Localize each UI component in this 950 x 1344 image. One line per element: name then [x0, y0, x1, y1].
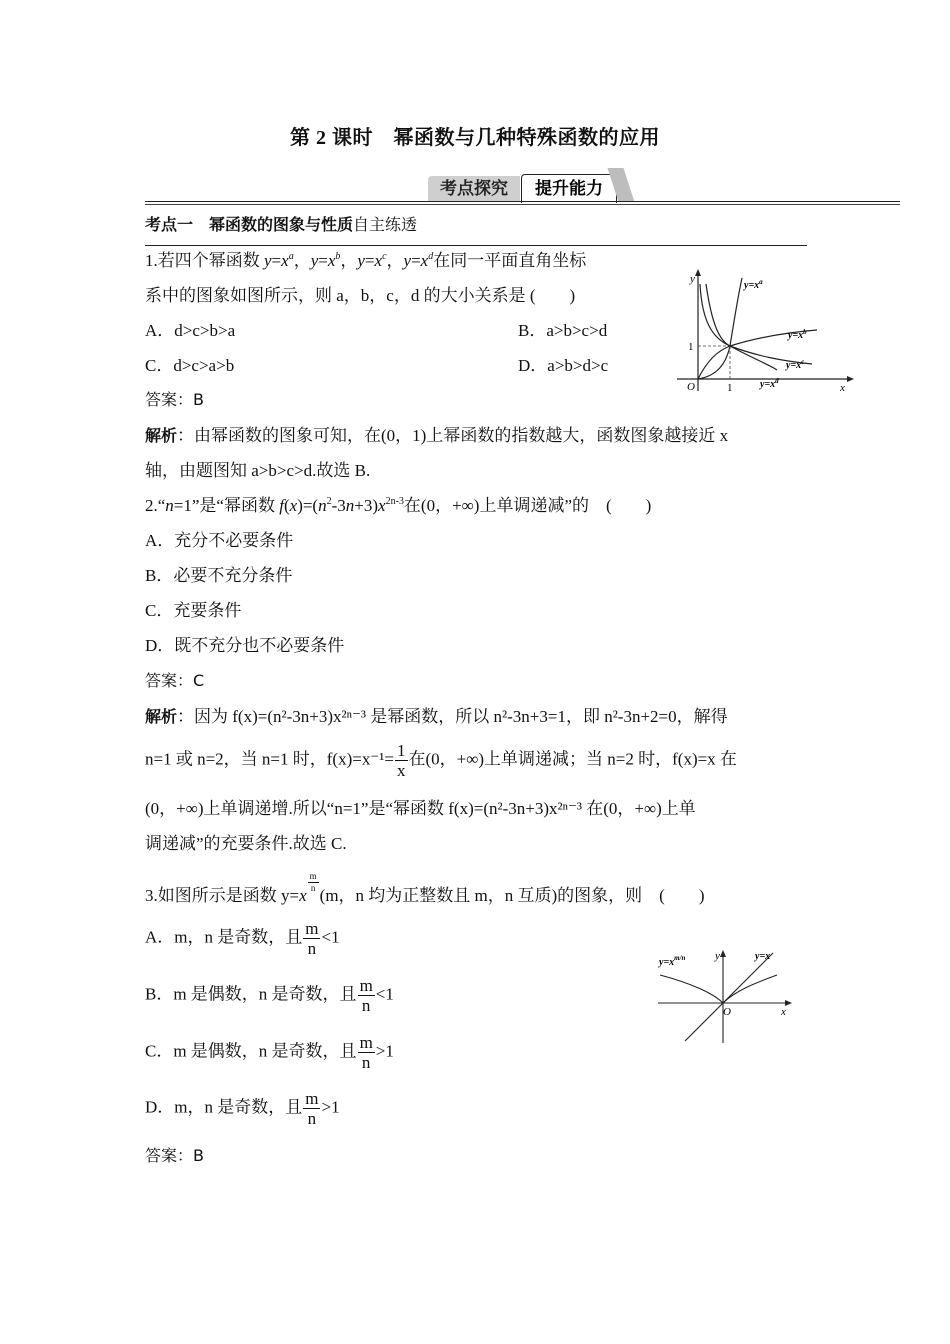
q1-option-c[interactable]: C．d>c>a>b — [145, 356, 235, 375]
banner-tab-explore: 考点探究 — [428, 176, 520, 202]
q3-option-a[interactable]: A．m，n 是奇数，且 $\frac{m}{n}$ <1 — [145, 919, 340, 958]
graph2-line-y-equals-x — [685, 953, 773, 1041]
q1-option-b[interactable]: B．a>b>c>d — [518, 321, 608, 340]
q1-stem-line1: 1.若四个幂函数 $y=x^a$，$y=x^b$，$y=x^c$，$y=x^d$在同一平面直角坐标 — [145, 251, 587, 270]
q2-answer: 答案：C — [145, 671, 205, 690]
graph1-origin: O — [687, 381, 695, 393]
q2-fraction: $\frac{1}{x}$ — [397, 741, 406, 780]
section-banner — [145, 168, 900, 208]
graph1-y-arrow — [695, 269, 701, 276]
section-sub: 自主练透 — [353, 215, 418, 234]
section-divider — [145, 245, 807, 246]
q2-explanation-line3: (0，+∞)上单调递增.所以“n=1”是“幂函数 f(x)=(n²-3n+3)x²ⁿ⁻³ 在(0，+∞)上单 — [145, 799, 696, 818]
q3-answer: 答案：B — [145, 1146, 204, 1165]
q2-option-b[interactable]: B．必要不充分条件 — [145, 566, 293, 585]
graph1-tick-y: 1 — [688, 341, 694, 353]
q2-option-a[interactable]: A．充分不必要条件 — [145, 531, 294, 550]
graph1-curve-c — [706, 284, 812, 364]
graph2-label-left: $y=x^{m/n}$ — [659, 954, 686, 968]
q1-explanation-line1: 解析：由幂函数的图象可知，在(0，1)上幂函数的指数越大，函数图象越接近 x — [145, 426, 729, 445]
q3-stem: 3.如图所示是函数 y=x $\frac{m}{n}$ (m，n 均为正整数且 m，n 互质)的图象，则 ( ) — [145, 871, 705, 905]
graph2-origin: O — [723, 1006, 731, 1018]
graph1-label-a: $y=x^a$ — [744, 278, 763, 291]
graph1-curve-a — [698, 278, 742, 379]
graph1-x-arrow — [847, 376, 854, 382]
q3-function-graph — [655, 945, 795, 1045]
q1-power-function-graph — [672, 266, 857, 398]
graph1-label-b: $y=x^b$ — [788, 328, 807, 341]
q1-option-a[interactable]: A．d>c>b>a — [145, 321, 236, 340]
section-label: 考点一 幂函数的图象与性质 — [145, 215, 354, 234]
page-title: 第 2 课时 幂函数与几种特殊函数的应用 — [290, 127, 660, 149]
graph2-curve — [660, 975, 777, 1003]
graph1-y-label: y — [690, 273, 695, 285]
q1-answer: 答案：B — [145, 390, 204, 409]
q3-option-d[interactable]: D．m，n 是奇数，且 $\frac{m}{n}$ >1 — [145, 1089, 340, 1128]
banner-tab-improve: 提升能力 — [521, 174, 617, 203]
graph2-x-label: x — [781, 1006, 786, 1018]
banner-rule — [145, 201, 900, 202]
q1-option-d[interactable]: D．a>b>d>c — [518, 356, 609, 375]
q2-explanation-line4: 调递减”的充要条件.故选 C. — [145, 834, 347, 853]
q2-explanation-line2: n=1 或 n=2，当 n=1 时，f(x)=x⁻¹= $\frac{1}{x}$ 在(0，+∞)上单调递减；当 n=2 时，f(x)=x 在 — [145, 741, 737, 780]
graph2-y-arrow — [720, 950, 726, 957]
q1-stem-line2: 系中的图象如图所示，则 a，b，c，d 的大小关系是 ( ) — [145, 286, 576, 305]
q2-option-d[interactable]: D．既不充分也不必要条件 — [145, 636, 345, 655]
graph2-label-right: y=x — [755, 951, 771, 962]
q2-explanation-line1: 解析：因为 f(x)=(n²-3n+3)x²ⁿ⁻³ 是幂函数，所以 n²-3n+3=1，即 n²-3n+2=0，解得 — [145, 707, 728, 726]
q2-stem: 2.“n=1”是“幂函数 $f(x)=(n^2-3n+3)x^{2n-3}$在(0，+∞)上单调递减”的 ( ) — [145, 496, 652, 515]
graph2-x-arrow — [785, 1000, 792, 1006]
q3-option-c[interactable]: C．m 是偶数，n 是奇数，且 $\frac{m}{n}$ >1 — [145, 1033, 394, 1072]
graph1-tick-x: 1 — [727, 382, 733, 394]
q3-option-b[interactable]: B．m 是偶数，n 是奇数，且 $\frac{m}{n}$ <1 — [145, 976, 394, 1015]
banner-rule-thin — [145, 204, 900, 205]
section-heading — [145, 217, 417, 233]
graph1-label-d: $y=x^d$ — [760, 377, 779, 390]
graph2-y-label: y — [715, 950, 720, 962]
graph1-x-label: x — [840, 382, 845, 394]
q1-explanation-line2: 轴，由题图知 a>b>c>d.故选 B. — [145, 461, 371, 480]
q2-option-c[interactable]: C．充要条件 — [145, 601, 242, 620]
graph1-label-c: $y=x^c$ — [786, 358, 805, 371]
